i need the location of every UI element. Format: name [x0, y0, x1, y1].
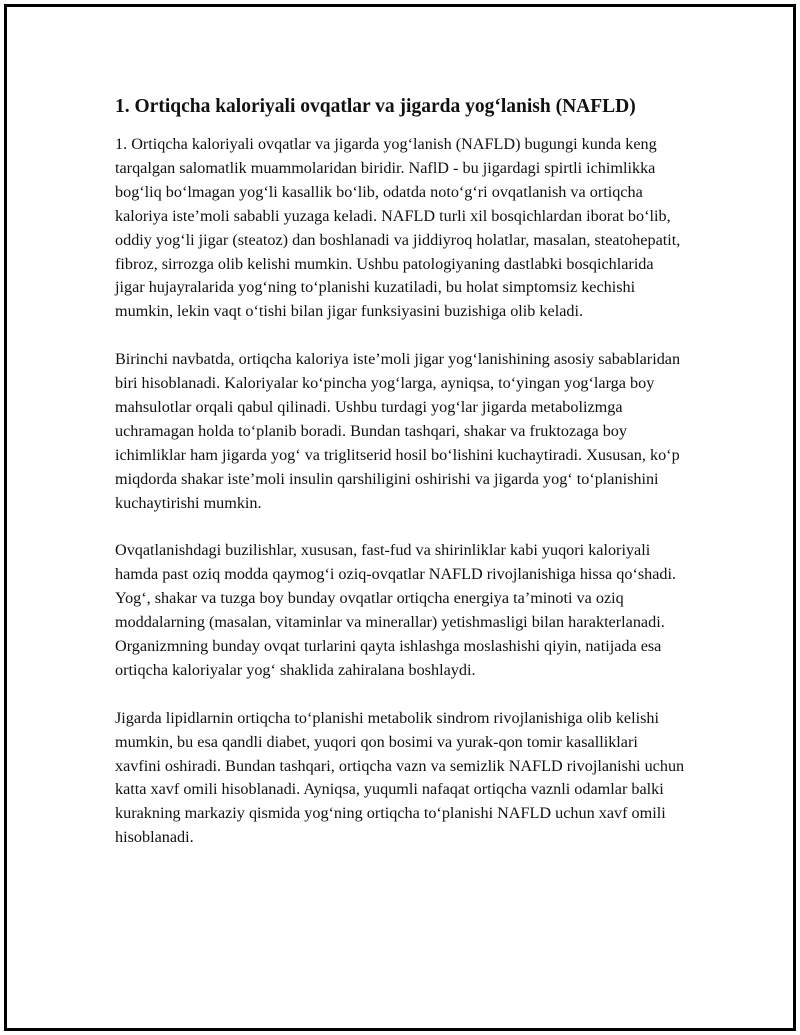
document-title: 1. Ortiqcha kaloriyali ovqatlar va jigarda yog‘lanish (NAFLD): [115, 96, 636, 117]
paragraph-1: 1. Ortiqcha kaloriyali ovqatlar va jigarda yog‘lanish (NAFLD) bugungi kunda keng tarqalgan salomatlik muammolaridan biridir. NaflD - bu jigardagi spirtli ichimlikka bog‘liq bo‘lmagan yog‘li kasallik bo‘lib, odatda noto‘g‘ri ovqatlanish va ortiqcha kaloriya iste’moli sababli yuzaga keladi. NAFLD turli xil bosqichlardan iborat bo‘lib, oddiy yog‘li jigar (steatoz) dan boshlanadi va jiddiyroq holatlar, masalan, steatohepatit, fibroz, sirrozga olib kelishi mumkin. Ushbu patologiyaning dastlabki bosqichlarida jigar hujayralarida yog‘ning to‘planishi kuzatiladi, bu holat simptomsiz kechishi mumkin, lekin vaqt o‘tishi bilan jigar funksiyasini buzishiga olib keladi.: [115, 135, 681, 321]
paragraph-2: Birinchi navbatda, ortiqcha kaloriya iste’moli jigar yog‘lanishining asosiy sabablaridan biri hisoblanadi. Kaloriyalar ko‘pincha yog‘larga, ayniqsa, to‘yingan yog‘larga boy mahsulotlar orqali qabul qilinadi. Ushbu turdagi yog‘lar jigarda metabolizmga uchramagan holda to‘planib boradi. Bundan tashqari, shakar va fruktozaga boy ichimliklar ham jigarda yog‘ va triglitserid hosil bo‘lishini kuchaytiradi. Xususan, ko‘p miqdorda shakar iste’moli insulin qarshiligini oshirishi va jigarda yog‘ to‘planishini kuchaytirishi mumkin.: [115, 350, 681, 512]
paragraph-3: Ovqatlanishdagi buzilishlar, xususan, fast-fud va shirinliklar kabi yuqori kaloriyali hamda past oziq modda qaymog‘i oziq-ovqatlar NAFLD rivojlanishiga hissa qo‘shadi. Yog‘, shakar va tuzga boy bunday ovqatlar ortiqcha energiya ta’minoti va oziq moddalarning (masalan, vitaminlar va minerallar) yetishmasligi bilan harakterlanadi. Organizmning bunday ovqat turlarini qayta ishlashga moslashishi qiyin, natijada esa ortiqcha kaloriyalar yog‘ shaklida zahiralana boshlaydi.: [115, 541, 677, 679]
paragraph-4: Jigarda lipidlarnin ortiqcha to‘planishi metabolik sindrom rivojlanishiga olib kelishi mumkin, bu esa qandli diabet, yuqori qon bosimi va yurak-qon tomir kasalliklari xavfini oshiradi. Bundan tashqari, ortiqcha vazn va semizlik NAFLD rivojlanishi uchun katta xavf omili hisoblanadi. Ayniqsa, yuqumli nafaqat ortiqcha vaznli odamlar balki kurakning markaziy qismida yog‘ning ortiqcha to‘planishi NAFLD uchun xavf omili hisoblanadi.: [115, 708, 685, 847]
document-body: [115, 93, 685, 874]
